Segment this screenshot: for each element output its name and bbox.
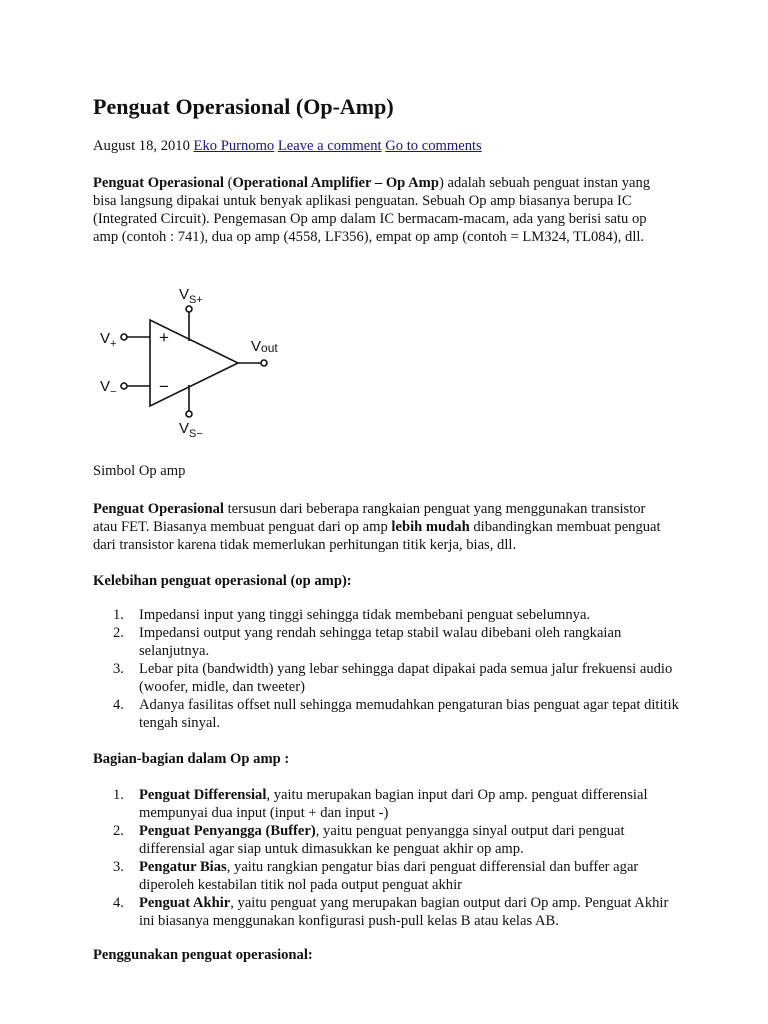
vout-label: Vout — [251, 338, 278, 355]
list-item — [93, 624, 683, 660]
bagian-list — [93, 786, 683, 930]
vs-plus-label: $V_{S+}$ — [179, 286, 203, 306]
list-item — [93, 786, 683, 822]
list-item — [93, 822, 683, 858]
post-date: August 18, 2010 — [93, 138, 190, 154]
go-to-comments-link[interactable]: Go to comments — [385, 138, 482, 154]
body-bold-2: lebih mudah — [391, 519, 470, 535]
intro-text-2: ) adalah sebuah penguat instan yang bisa langsung dipakai untuk benyak aplikasi penguatan. Sebuah Op amp biasanya berupa IC (Integrated Circuit). Pengemasan Op amp dalam IC bermacam-macam, ada yang berisi satu op amp (contoh : 741), dua op amp (4558, LF356), empat op amp (contoh = LM324, TL084), dll. — [93, 175, 651, 245]
diagram-caption: Simbol Op amp — [93, 463, 186, 479]
kelebihan-list — [93, 606, 683, 732]
plus-sign-label: + — [159, 328, 169, 347]
inverting-input-terminal — [121, 383, 127, 389]
list-item — [93, 606, 683, 624]
list-item-number: 1. — [113, 607, 124, 623]
body-bold-1: Penguat Operasional — [93, 501, 224, 517]
intro-paragraph — [93, 174, 663, 246]
page-title: Penguat Operasional (Op-Amp) — [93, 94, 394, 119]
list-item — [93, 858, 683, 894]
output-terminal — [261, 360, 267, 366]
v-plus-label: $V_+$ — [100, 330, 117, 350]
list-item-number: 4. — [113, 895, 124, 911]
minus-sign-label: − — [159, 377, 169, 396]
list-item — [93, 894, 683, 930]
list-item-text: Adanya fasilitas offset null sehingga memudahkan pengaturan bias penguat agar tepat dititik tengah sinyal. — [139, 697, 679, 731]
post-meta — [93, 137, 683, 155]
non-inverting-input-terminal — [121, 334, 127, 340]
list-item-number: 3. — [113, 859, 124, 875]
list-item-text: , yaitu merupakan bagian input dari Op amp. penguat differensial mempunyai dua input (input + dan input -) — [139, 787, 648, 821]
bagian-heading: Bagian-bagian dalam Op amp : — [93, 751, 290, 767]
list-item-bold: Penguat Penyangga (Buffer) — [139, 823, 316, 839]
list-item-number: 4. — [113, 697, 124, 713]
list-item-text: , yaitu rangkian pengatur bias dari penguat differensial dan buffer agar diperoleh kestabilan titik nol pada output penguat akhir — [139, 859, 639, 893]
positive-supply-terminal — [186, 306, 192, 312]
negative-supply-terminal — [186, 411, 192, 417]
list-item-number: 2. — [113, 823, 124, 839]
penggunaan-heading: Penggunakan penguat operasional: — [93, 947, 313, 963]
author-link[interactable]: Eko Purnomo — [193, 138, 275, 154]
intro-bold-2: Operational Amplifier – Op Amp — [232, 175, 439, 191]
kelebihan-heading: Kelebihan penguat operasional (op amp): — [93, 573, 352, 589]
body-text-1: tersusun dari beberapa rangkaian penguat yang menggunakan transistor atau FET. Biasanya membuat penguat dari op amp — [93, 501, 646, 535]
intro-text-1: ( — [223, 175, 233, 191]
leave-comment-link[interactable]: Leave a comment — [277, 138, 382, 154]
list-item-bold: Penguat Differensial — [139, 787, 267, 803]
list-item-text: Lebar pita (bandwidth) yang lebar sehingga dapat dipakai pada semua jalur frekuensi audio (woofer, midle, dan tweeter) — [139, 661, 673, 695]
list-item-bold: Penguat Akhir — [139, 895, 231, 911]
list-item — [93, 660, 683, 696]
list-item-bold: Pengatur Bias — [139, 859, 227, 875]
body-text-2: dibandingkan membuat penguat dari transistor karena tidak memerlukan perhitungan titik kerja, bias, dll. — [93, 519, 661, 553]
op-amp-symbol-diagram — [93, 284, 323, 444]
list-item-text: , yaitu penguat yang merupakan bagian output dari Op amp. Penguat Akhir ini biasanya menggunakan konfigurasi push-pull kelas B atau kelas AB. — [139, 895, 669, 929]
intro-bold-1: Penguat Operasional — [93, 175, 224, 191]
list-item-text: Impedansi output yang rendah sehingga tetap stabil walau dibebani oleh rangkaian selanjutnya. — [139, 625, 622, 659]
v-minus-label: $V_-$ — [100, 378, 117, 398]
list-item-number: 3. — [113, 661, 124, 677]
body-paragraph — [93, 500, 668, 554]
list-item-number: 1. — [113, 787, 124, 803]
vs-minus-label: $V_{S-}$ — [179, 420, 203, 440]
list-item-text: , yaitu penguat penyangga sinyal output dari penguat differensial agar siap untuk dimasukkan ke penguat akhir op amp. — [139, 823, 625, 857]
list-item-number: 2. — [113, 625, 124, 641]
list-item-text: Impedansi input yang tinggi sehingga tidak membebani penguat sebelumnya. — [139, 607, 591, 623]
list-item — [93, 696, 683, 732]
